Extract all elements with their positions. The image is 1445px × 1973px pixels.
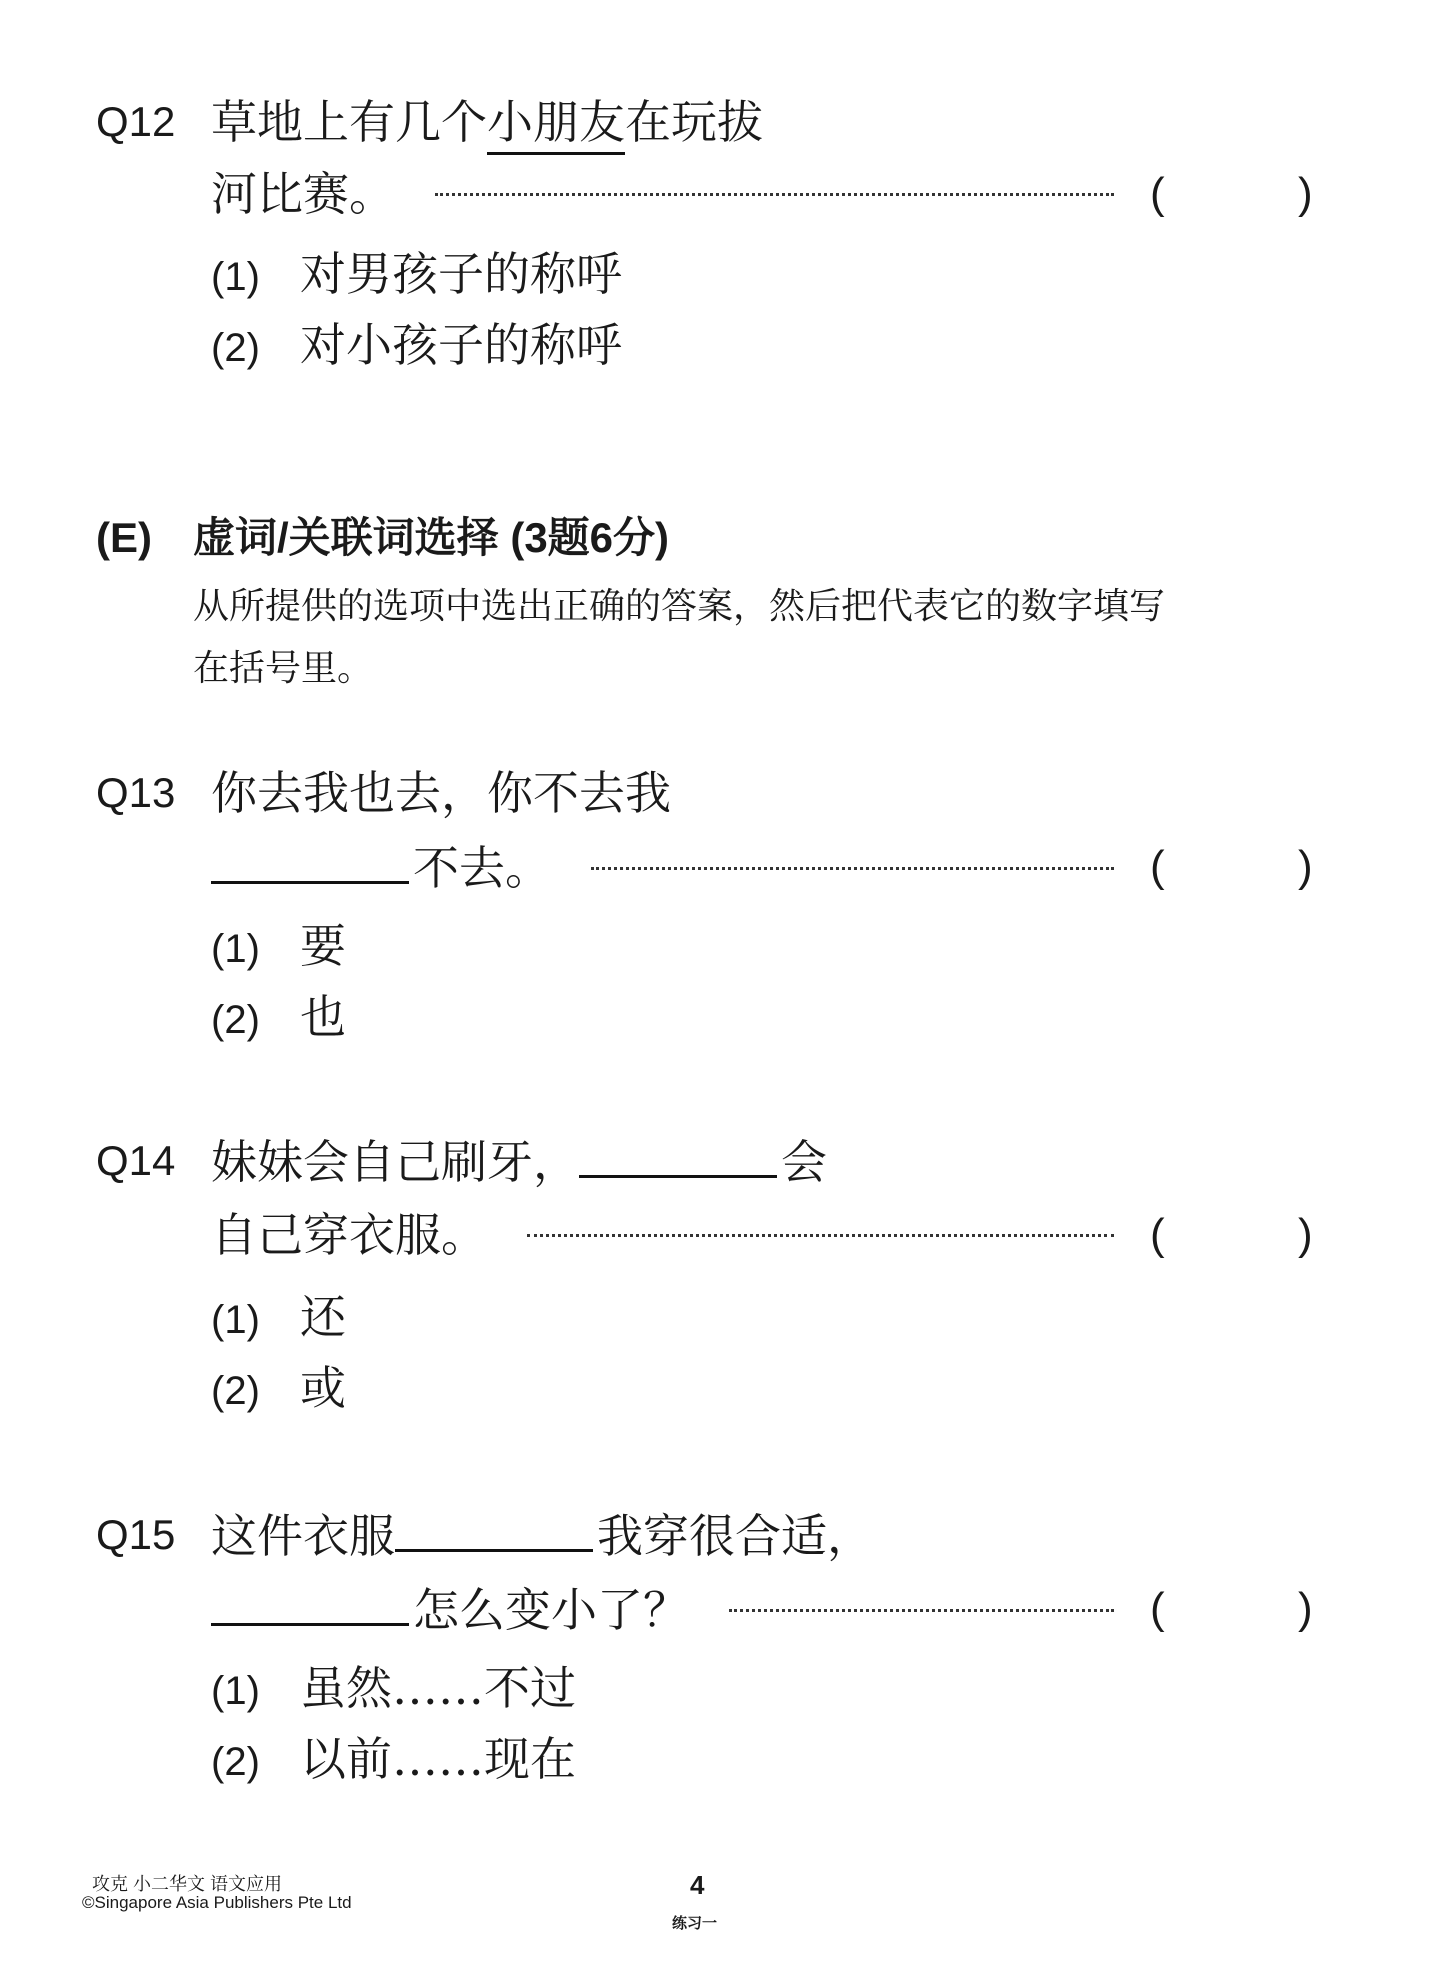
answer-paren-close[interactable]: ) <box>1298 1210 1313 1259</box>
q15-line2 <box>211 1579 1132 1639</box>
text: 自己穿衣服。 <box>211 1208 487 1262</box>
answer-paren-open[interactable]: ( <box>1150 842 1165 891</box>
text: 草地上有几个 <box>211 95 487 149</box>
answer-paren-close[interactable]: ) <box>1298 1584 1313 1633</box>
q15-line1 <box>211 1505 1132 1565</box>
dotted-leader <box>527 1234 1114 1237</box>
option-text: 或 <box>300 1361 346 1415</box>
answer-paren-open[interactable]: ( <box>1150 1584 1165 1633</box>
option-text: 还 <box>300 1290 346 1344</box>
option <box>211 244 622 304</box>
option <box>211 1658 576 1718</box>
book-title: 攻克 小二华文 语文应用 <box>92 1874 283 1894</box>
option-text: 也 <box>300 990 346 1044</box>
fill-blank <box>211 837 409 884</box>
q14-line2 <box>211 1205 1132 1265</box>
question-number: Q15 <box>96 1511 176 1558</box>
option-text: 虽然……不过 <box>300 1661 576 1715</box>
option <box>211 315 622 375</box>
fill-blank <box>211 1579 409 1626</box>
question-number: Q13 <box>96 769 176 816</box>
answer-paren-open[interactable]: ( <box>1150 169 1165 218</box>
dotted-leader <box>435 193 1114 196</box>
option-number: (2) <box>211 1369 260 1413</box>
fill-blank <box>395 1505 593 1552</box>
option <box>211 1287 346 1347</box>
exercise-label: 练习一 <box>672 1915 718 1932</box>
answer-paren-close[interactable]: ) <box>1298 842 1313 891</box>
option-text: 对男孩子的称呼 <box>300 247 622 301</box>
question-number: Q14 <box>96 1137 176 1184</box>
option-number: (2) <box>211 326 260 370</box>
page-number: 4 <box>690 1870 705 1900</box>
option-text: 以前……现在 <box>300 1732 576 1786</box>
text: 在玩拔 <box>625 95 763 149</box>
option-number: (2) <box>211 1740 260 1784</box>
q12-line2 <box>211 164 1132 224</box>
option-number: (1) <box>211 1669 260 1713</box>
answer-paren-close[interactable]: ) <box>1298 169 1313 218</box>
instruction: 从所提供的选项中选出正确的答案，然后把代表它的数字填写 <box>193 585 1166 626</box>
section-heading <box>96 505 669 565</box>
text: 怎么变小了？ <box>413 1583 689 1637</box>
option-number: (1) <box>211 255 260 299</box>
section-title: 虚词/关联词选择 (3题6分) <box>193 514 670 561</box>
q14-line1 <box>211 1131 1132 1191</box>
text: 不去。 <box>413 841 551 895</box>
copyright: ©Singapore Asia Publishers Pte Ltd <box>82 1893 352 1912</box>
option <box>211 1729 576 1789</box>
text: 你去我也去，你不去我 <box>211 766 671 820</box>
text: 我穿很合适， <box>597 1509 873 1563</box>
text: 河比赛。 <box>211 167 395 221</box>
text: 这件衣服 <box>211 1509 395 1563</box>
option-number: (1) <box>211 927 260 971</box>
option <box>211 916 346 976</box>
fill-blank <box>579 1131 777 1178</box>
section-label: (E) <box>96 514 152 561</box>
q13-line1 <box>211 763 1132 823</box>
option-text: 对小孩子的称呼 <box>300 318 622 372</box>
option-number: (2) <box>211 998 260 1042</box>
dotted-leader <box>729 1609 1114 1612</box>
answer-paren-open[interactable]: ( <box>1150 1210 1165 1259</box>
instruction: 在括号里。 <box>193 647 374 688</box>
q12-line1 <box>211 92 1132 152</box>
option-number: (1) <box>211 1298 260 1342</box>
underlined-word: 小朋友 <box>487 92 625 155</box>
option <box>211 987 346 1047</box>
text: 会 <box>781 1135 827 1189</box>
option <box>211 1358 346 1418</box>
option-text: 要 <box>300 919 346 973</box>
dotted-leader <box>591 867 1114 870</box>
q13-line2 <box>211 837 1132 897</box>
text: 妹妹会自己刷牙， <box>211 1135 579 1189</box>
question-number: Q12 <box>96 98 176 145</box>
